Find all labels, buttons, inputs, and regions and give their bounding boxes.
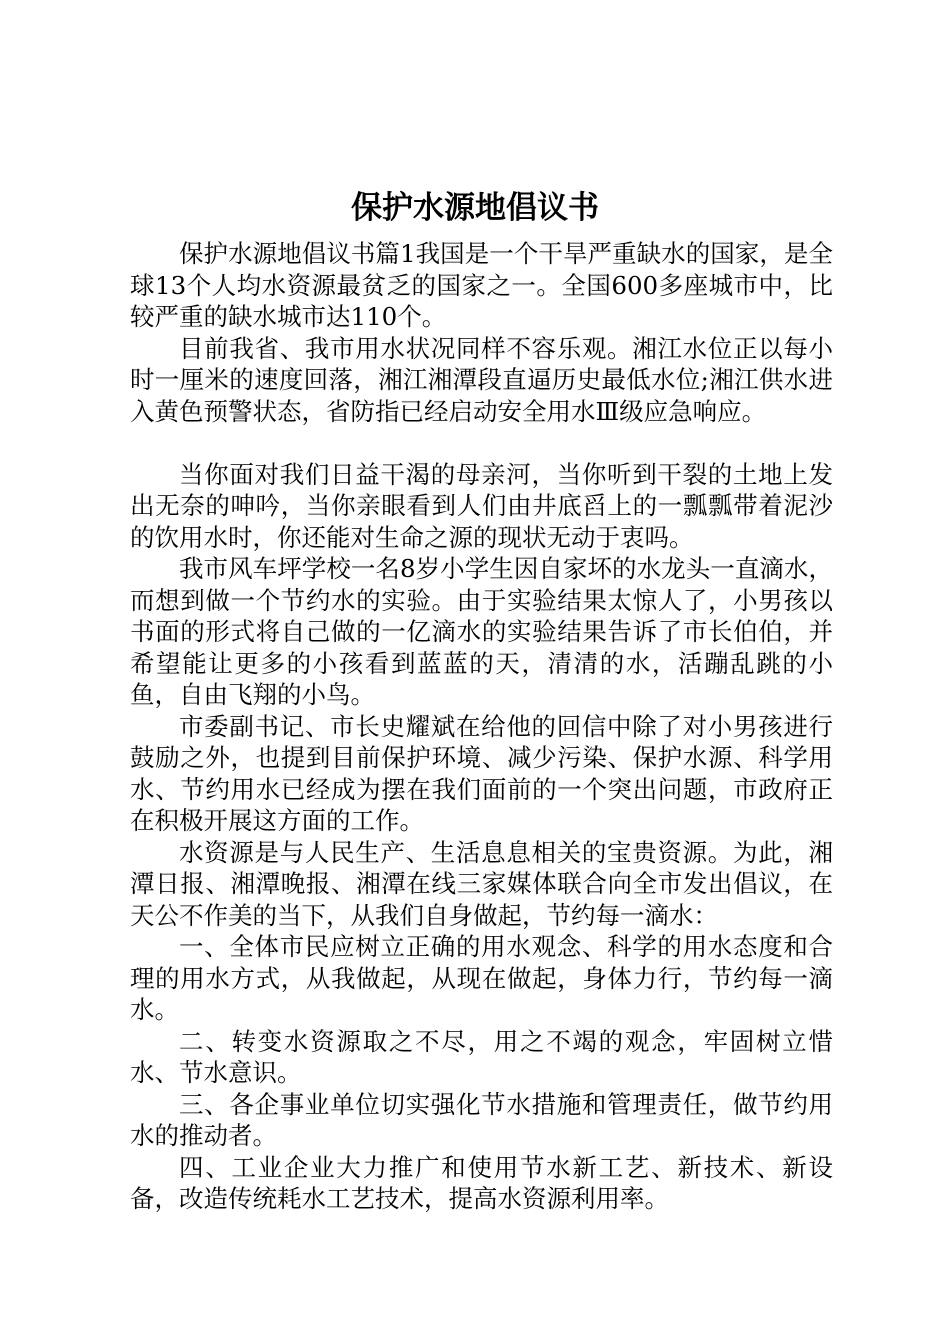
document-title: 保护水源地倡议书: [351, 190, 599, 226]
document-body: [130, 238, 833, 1215]
paragraph-6: 水资源是与人民生产、生活息息相关的宝贵资源。为此，湘潭日报、湘潭晚报、湘潭在线三家媒体联合向全市发出倡议，在天公不作美的当下，从我们自身做起，节约每一滴水：: [130, 837, 833, 930]
paragraph-8: 二、转变水资源取之不尽，用之不竭的观念，牢固树立惜水、节水意识。: [130, 1026, 833, 1087]
paragraph-3: 当你面对我们日益干渴的母亲河，当你听到干裂的土地上发出无奈的呻吟，当你亲眼看到人们由井底舀上的一瓢瓢带着泥沙的饮用水时，你还能对生命之源的现状无动于衷吗。: [130, 459, 833, 552]
paragraph-9: 三、各企事业单位切实强化节水措施和管理责任，做节约用水的推动者。: [130, 1089, 833, 1150]
paragraph-7: 一、全体市民应树立正确的用水观念、科学的用水态度和合理的用水方式，从我做起，从现在做起，身体力行，节约每一滴水。: [130, 932, 833, 1024]
paragraph-1: 保护水源地倡议书篇1我国是一个干旱严重缺水的国家，是全球13个人均水资源最贫乏的国家之一。全国600多座城市中，比较严重的缺水城市达110个。: [130, 239, 833, 331]
paragraph-4: 我市风车坪学校一名8岁小学生因自家坏的水龙头一直滴水，而想到做一个节约水的实验。由于实验结果太惊人了，小男孩以书面的形式将自己做的一亿滴水的实验结果告诉了市长伯伯，并希望能让更多的小孩看到蓝蓝的天，清清的水，活蹦乱跳的小鱼，自由飞翔的小鸟。: [130, 554, 833, 709]
paragraph-10: 四、工业企业大力推广和使用节水新工艺、新技术、新设备，改造传统耗水工艺技术，提高水资源利用率。: [130, 1152, 833, 1213]
paragraph-2: 目前我省、我市用水状况同样不容乐观。湘江水位正以每小时一厘米的速度回落，湘江湘潭段直逼历史最低水位;湘江供水进入黄色预警状态，省防指已经启动安全用水Ⅲ级应急响应。: [130, 333, 833, 426]
paragraph-5: 市委副书记、市长史耀斌在给他的回信中除了对小男孩进行鼓励之外，也提到目前保护环境、减少污染、保护水源、科学用水、节约用水已经成为摆在我们面前的一个突出问题，市政府正在积极开展这方面的工作。: [130, 711, 833, 835]
